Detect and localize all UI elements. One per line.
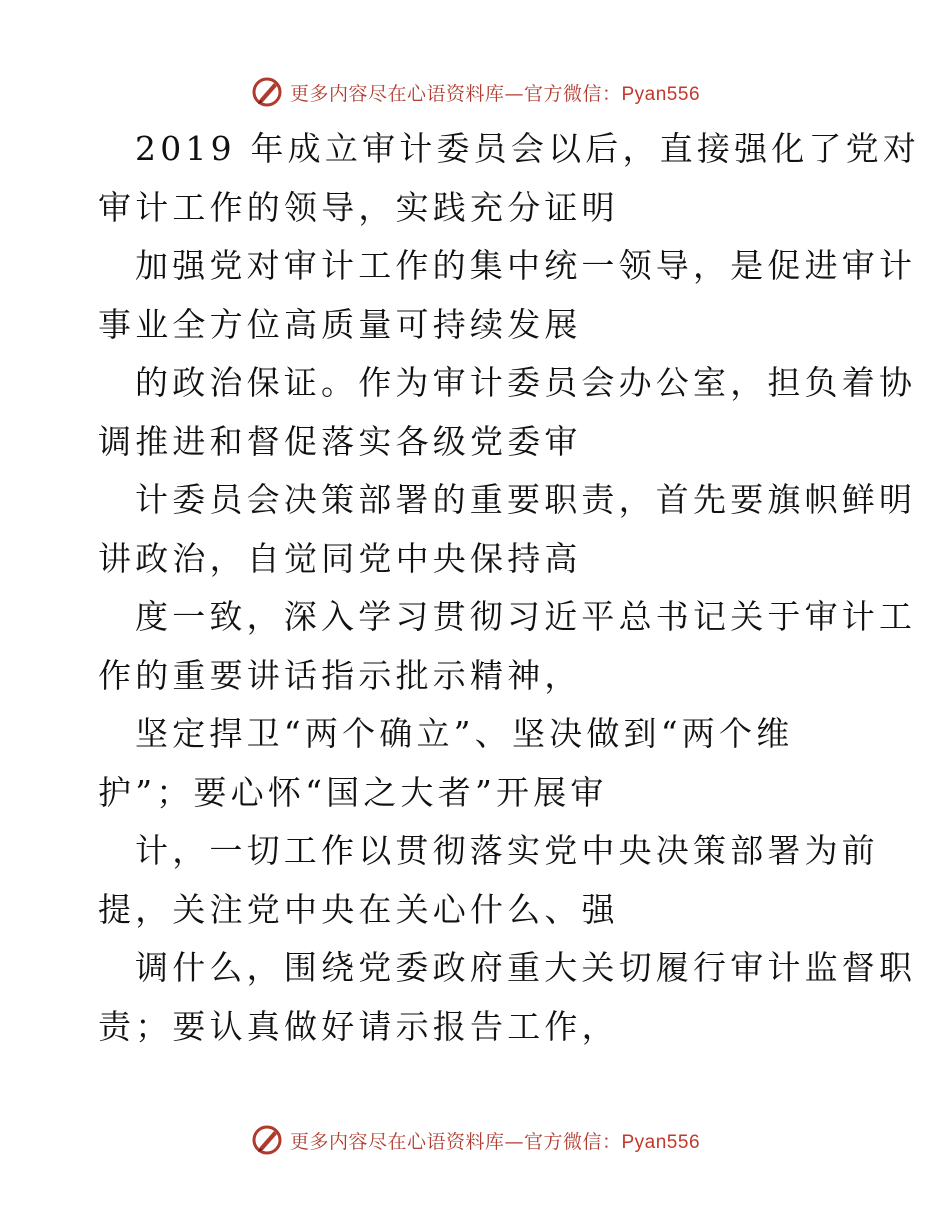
text-line: 提，关注党中央在关心什么、强 (98, 889, 619, 929)
footer-account-id: Pyan556 (621, 1131, 701, 1153)
text-line: 调推进和督促落实各级党委审 (98, 421, 582, 461)
header-banner (0, 72, 950, 112)
footer-promo-text: 更多内容尽在心语资料库 (289, 1130, 505, 1153)
text-line: 事业全方位高质量可持续发展 (98, 304, 582, 344)
text-line: 加强党对审计工作的集中统一领导，是促进审计 (135, 246, 917, 285)
pen-circle-logo-icon (250, 1123, 284, 1157)
text-line: 调什么，围绕党委政府重大关切履行审计监督职 (135, 948, 917, 987)
header-account-id: Pyan556 (621, 83, 701, 105)
document-body (98, 120, 921, 1056)
footer-dash: — (504, 1130, 524, 1153)
footer-banner (0, 1120, 950, 1160)
header-wechat-label: 官方微信： (523, 82, 622, 105)
text-line: 讲政治，自觉同党中央保持高 (98, 538, 582, 578)
text-line: 计委员会决策部署的重要职责，首先要旗帜鲜明 (135, 480, 917, 519)
text-line: 的政治保证。作为审计委员会办公室，担负着协 (135, 363, 917, 402)
text-line: 护”；要心怀“国之大者”开展审 (98, 772, 608, 812)
text-line: 计，一切工作以贯彻落实党中央决策部署为前 (135, 831, 879, 870)
header-dash: — (504, 82, 524, 105)
text-line: 审计工作的领导，实践充分证明 (98, 187, 619, 227)
header-promo-text: 更多内容尽在心语资料库 (289, 82, 505, 105)
footer-wechat-label: 官方微信： (523, 1130, 622, 1153)
text-line: 作的重要讲话指示批示精神， (98, 655, 582, 695)
header-banner-text (290, 79, 700, 106)
pen-circle-logo-icon (250, 75, 284, 109)
text-line: 度一致，深入学习贯彻习近平总书记关于审计工 (135, 597, 917, 636)
text-line: 2019 年成立审计委员会以后，直接强化了党对 (135, 129, 921, 168)
text-line: 坚定捍卫“两个确立”、坚决做到“两个维 (135, 714, 794, 753)
footer-banner-text (290, 1127, 700, 1154)
text-line: 责；要认真做好请示报告工作， (98, 1006, 619, 1046)
